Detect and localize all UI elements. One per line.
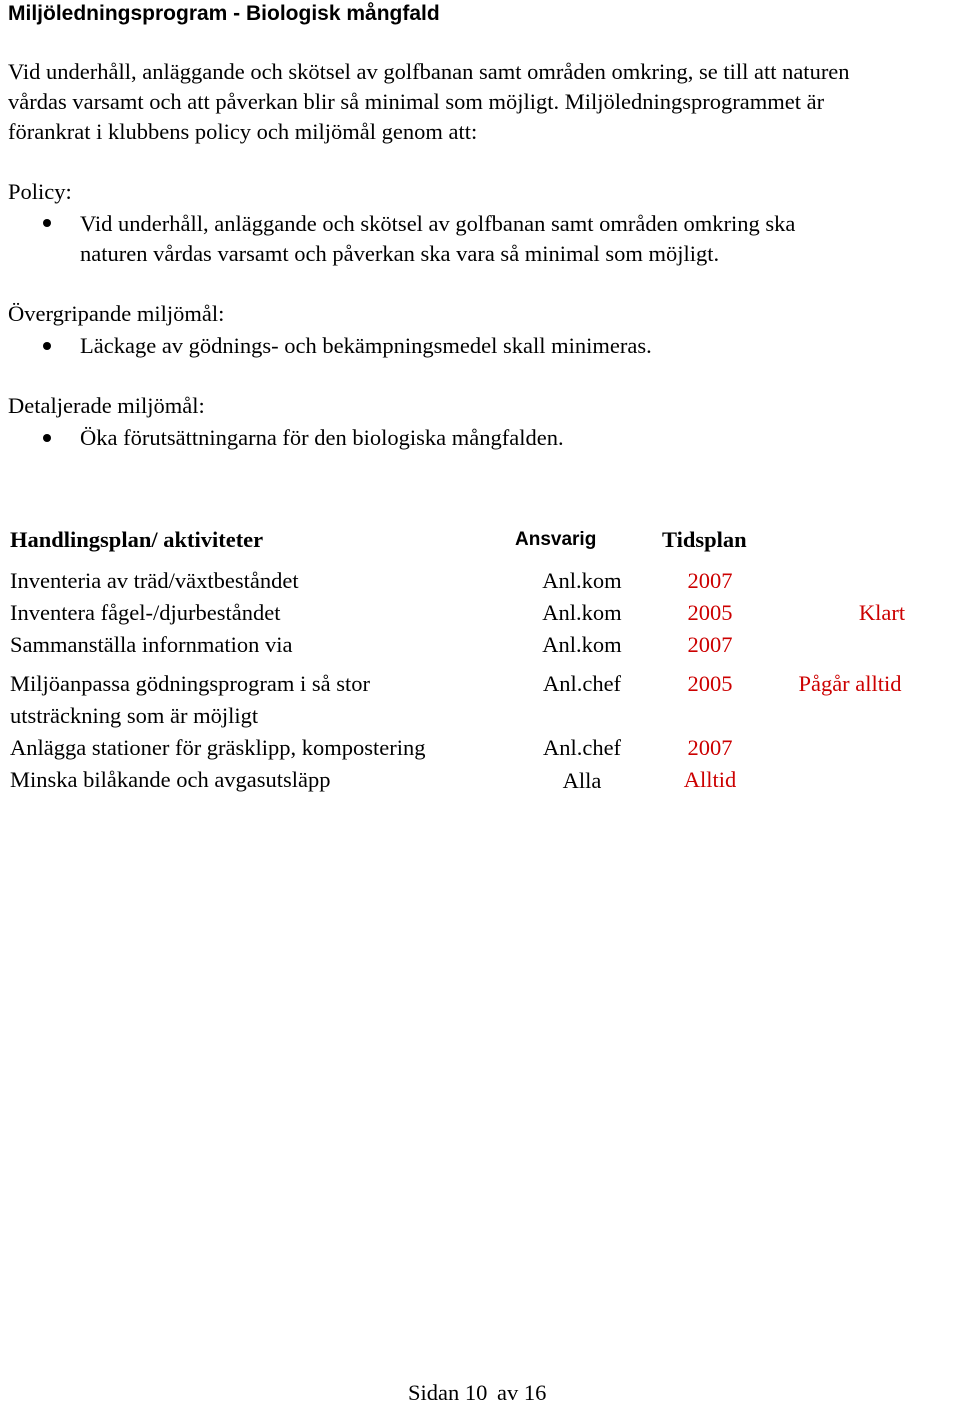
policy-bullet-line-2: naturen vårdas varsamt och påverkan ska vara så minimal som möjligt. — [80, 241, 720, 266]
activity-cell: Inventera fågel-/djurbeståndet — [10, 600, 281, 625]
activity-cell: Minska bilåkande och avgasutsläpp — [10, 767, 331, 792]
intro-line-2: vårdas varsamt och att påverkan blir så minimal som möjligt. Miljöledningsprogrammet är — [8, 89, 825, 114]
page-title: Miljöledningsprogram - Biologisk mångfald — [8, 2, 440, 25]
detailed-goals-heading: Detaljerade miljömål: — [8, 393, 205, 418]
responsible-cell: Anl.chef — [542, 735, 622, 760]
intro-line-3: förankrat i klubbens policy och miljömål genom att: — [8, 119, 478, 144]
page-footer — [408, 1382, 546, 1405]
responsible-cell: Anl.kom — [542, 568, 622, 593]
schedule-cell: 2005 — [687, 671, 733, 696]
activity-cell: Inventeria av träd/växtbeståndet — [10, 568, 299, 593]
activity-cell-line-1: Miljöanpassa gödningsprogram i så stor — [10, 671, 370, 696]
responsible-cell: Alla — [562, 768, 602, 793]
overall-goals-heading: Övergripande miljömål: — [8, 301, 225, 326]
responsible-cell: Anl.kom — [542, 632, 622, 657]
status-cell: Pågår alltid — [798, 671, 902, 696]
activity-cell: Sammanställa infornmation via — [10, 632, 293, 657]
column-header-schedule: Tidsplan — [662, 527, 747, 552]
responsible-cell: Anl.kom — [542, 600, 622, 625]
schedule-cell: 2007 — [687, 735, 733, 760]
policy-heading: Policy: — [8, 179, 72, 204]
schedule-cell: Alltid — [683, 767, 737, 792]
schedule-cell: 2007 — [687, 632, 733, 657]
policy-bullet-line-1: Vid underhåll, anläggande och skötsel av golfbanan samt områden omkring ska — [80, 211, 796, 236]
footer-sidan-label: Sidan — [408, 1380, 460, 1405]
footer-page-number: 10 — [464, 1380, 488, 1405]
detailed-goals-bullet: Öka förutsättningarna för den biologiska mångfalden. — [80, 425, 564, 450]
intro-line-1: Vid underhåll, anläggande och skötsel av golfbanan samt områden omkring, se till att naturen — [8, 59, 850, 84]
activity-cell-line-2: utsträckning som är möjligt — [10, 703, 259, 728]
responsible-cell: Anl.chef — [542, 671, 622, 696]
bullet-icon — [43, 342, 51, 350]
bullet-icon — [43, 434, 51, 442]
column-header-activity: Handlingsplan/ aktiviteter — [10, 527, 264, 552]
column-header-responsible: Ansvarig — [515, 529, 597, 550]
activity-cell: Anlägga stationer för gräsklipp, kompostering — [10, 735, 426, 760]
footer-av-label: av — [497, 1380, 519, 1405]
overall-goals-bullet: Läckage av gödnings- och bekämpningsmedel skall minimeras. — [80, 333, 652, 358]
footer-total-pages: 16 — [523, 1380, 547, 1405]
bullet-icon — [43, 219, 51, 227]
schedule-cell: 2005 — [687, 600, 733, 625]
status-cell: Klart — [858, 600, 906, 625]
schedule-cell: 2007 — [687, 568, 733, 593]
